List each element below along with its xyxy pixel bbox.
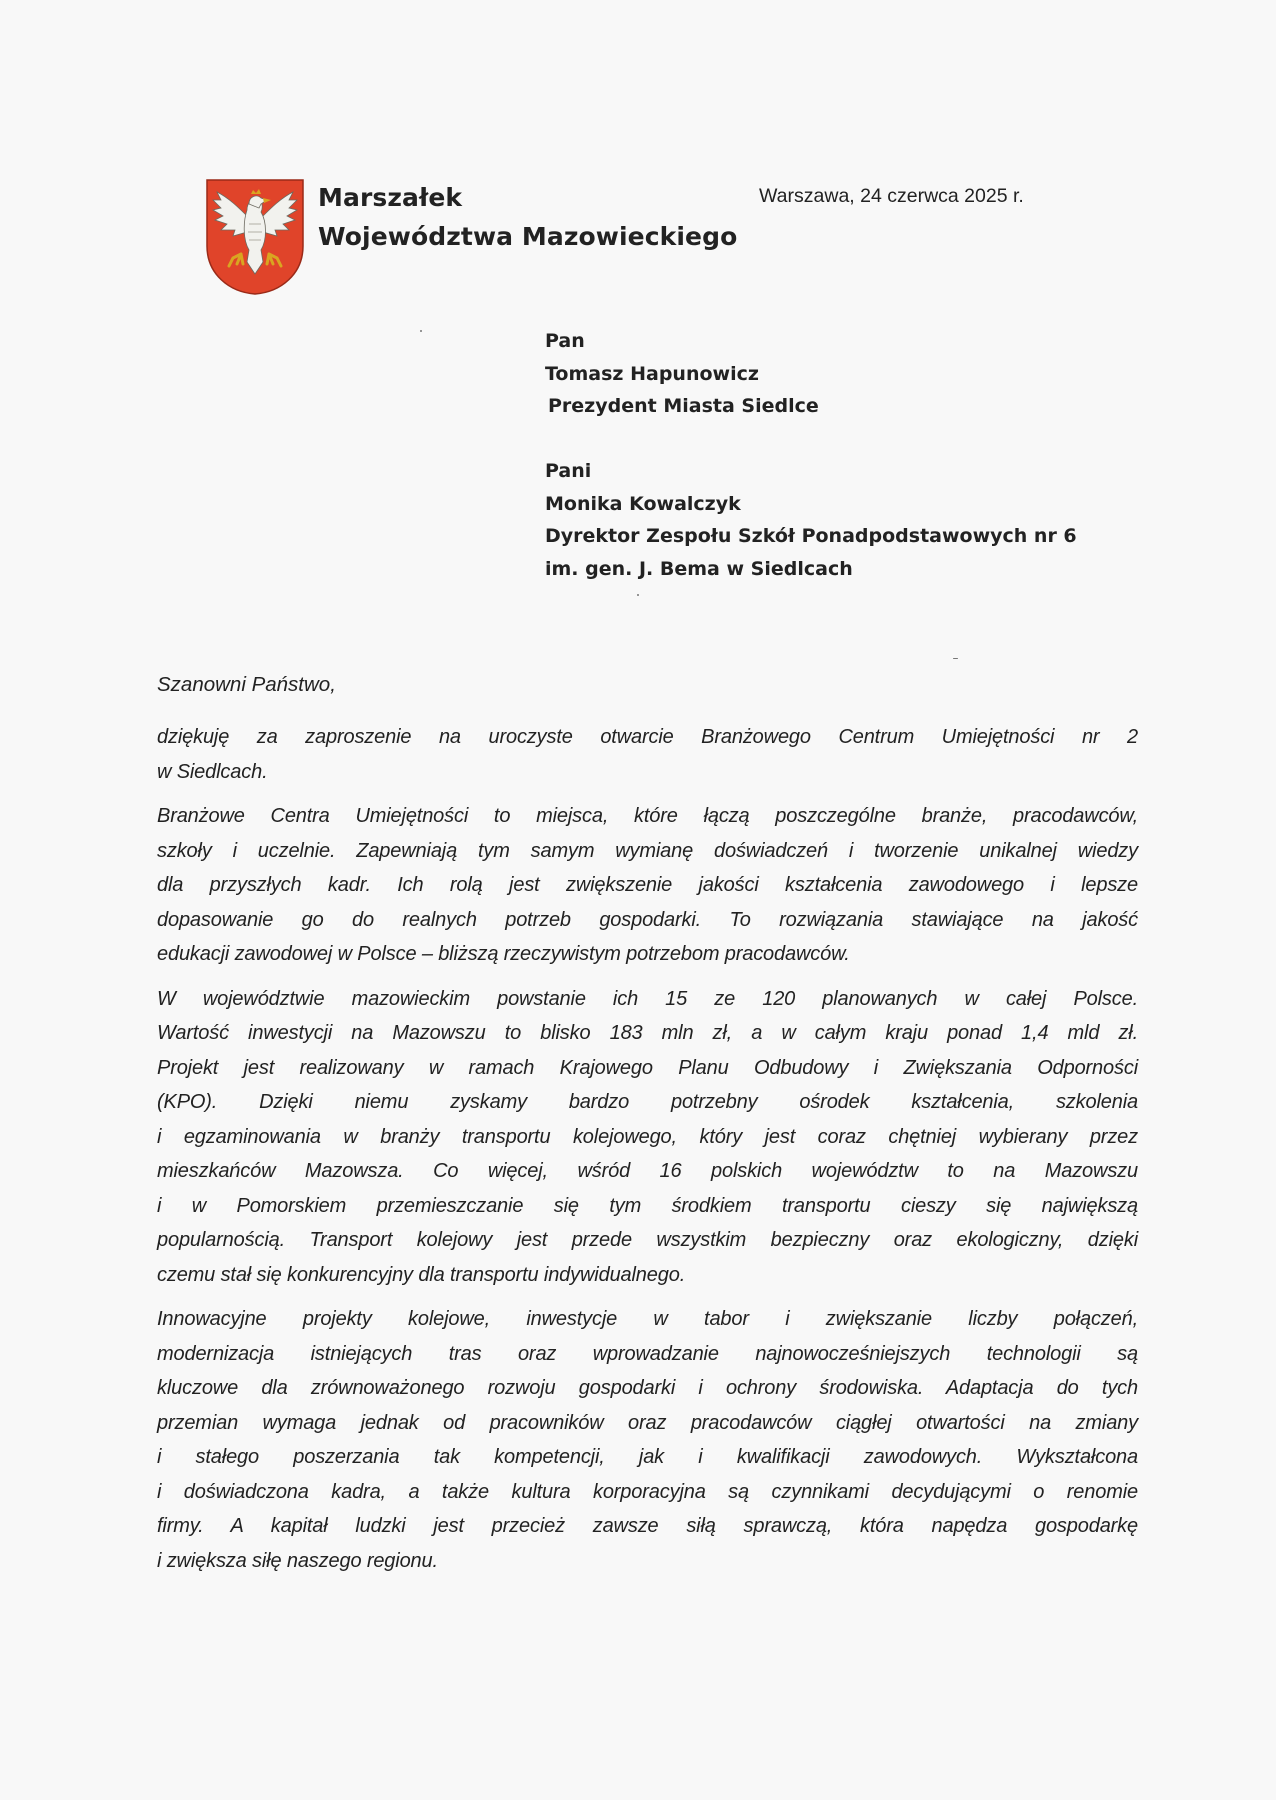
- text-line: edukacji zawodowej w Polsce – bliższą rzeczywistym potrzebom pracodawców.: [157, 943, 850, 965]
- recipient-block-2: [545, 455, 1077, 585]
- letter-body: [157, 720, 1138, 1588]
- paragraph: [157, 799, 1138, 972]
- mazovia-coat-of-arms-icon: [205, 178, 305, 296]
- text-line: (KPO). Dzięki niemu zyskamy bardzo potrzebny ośrodek kształcenia, szkolenia: [157, 1091, 1138, 1113]
- text-line: mieszkańców Mazowsza. Co więcej, wśród 16 polskich województw to na Mazowszu: [157, 1160, 1138, 1182]
- text-line: kluczowe dla zrównoważonego rozwoju gospodarki i ochrony środowiska. Adaptacja do tych: [157, 1377, 1138, 1399]
- text-line: modernizacja istniejących tras oraz wprowadzanie najnowocześniejszych technologii są: [157, 1342, 1138, 1365]
- letter-date: Warszawa, 24 czerwca 2025 r.: [759, 185, 1024, 207]
- text-line: dla przyszłych kadr. Ich rolą jest zwiększenie jakości kształcenia zawodowego i lepsze: [157, 874, 1138, 896]
- scan-speck: [637, 594, 639, 596]
- text-line: i zwiększa siłę naszego regionu.: [157, 1549, 438, 1572]
- text-line: popularnością. Transport kolejowy jest przede wszystkim bezpieczny oraz ekologiczny, dzięki: [157, 1229, 1138, 1251]
- text-line: dziękuję za zaproszenie na uroczyste otwarcie Branżowego Centrum Umiejętności nr 2: [157, 726, 1138, 748]
- recipient-position: Prezydent Miasta Siedlce: [548, 395, 819, 417]
- text-line: przemian wymaga jednak od pracowników oraz pracodawców ciągłej otwartości na zmiany: [157, 1411, 1138, 1434]
- text-line: czemu stał się konkurencyjny dla transportu indywidualnego.: [157, 1263, 686, 1286]
- text-line: Projekt jest realizowany w ramach Krajowego Planu Odbudowy i Zwiększania Odporności: [157, 1056, 1138, 1079]
- recipient-name: Monika Kowalczyk: [545, 492, 741, 515]
- letterhead-title-line-1: Marszałek: [318, 183, 463, 212]
- salutation: Szanowni Państwo,: [157, 673, 336, 696]
- text-line: i egzaminowania w branży transportu kolejowego, który jest coraz chętniej wybierany przez: [157, 1125, 1138, 1148]
- text-line: i stałego poszerzania tak kompetencji, jak i kwalifikacji zawodowych. Wykształcona: [157, 1446, 1138, 1468]
- recipient-honorific: Pan: [545, 330, 585, 352]
- text-line: Innowacyjne projekty kolejowe, inwestycje w tabor i zwiększanie liczby połączeń,: [157, 1308, 1138, 1330]
- text-line: W województwie mazowieckim powstanie ich 15 ze 120 planowanych w całej Polsce.: [157, 987, 1138, 1010]
- scan-speck: [953, 658, 958, 659]
- recipient-position-line-2: im. gen. J. Bema w Siedlcach: [545, 557, 853, 580]
- recipient-position-line-1: Dyrektor Zespołu Szkół Ponadpodstawowych nr 6: [545, 525, 1077, 547]
- letterhead-title: [318, 178, 737, 256]
- text-line: firmy. A kapitał ludzki jest przecież zawsze siłą sprawczą, która napędza gospodarkę: [157, 1515, 1138, 1537]
- recipient-name: Tomasz Hapunowicz: [545, 362, 759, 385]
- text-line: szkoły i uczelnie. Zapewniają tym samym wymianę doświadczeń i tworzenie unikalnej wiedzy: [157, 839, 1138, 862]
- letterhead-title-line-2: Województwa Mazowieckiego: [318, 222, 738, 251]
- recipient-honorific: Pani: [545, 460, 592, 482]
- text-line: Branżowe Centra Umiejętności to miejsca, które łączą poszczególne branże, pracodawców,: [157, 805, 1138, 827]
- text-line: i w Pomorskiem przemieszczanie się tym środkiem transportu cieszy się największą: [157, 1194, 1138, 1217]
- text-line: w Siedlcach.: [157, 760, 268, 783]
- recipient-block-1: [545, 325, 819, 423]
- paragraph: [157, 720, 1138, 789]
- scan-speck: [420, 330, 422, 332]
- paragraph: [157, 982, 1138, 1293]
- text-line: i doświadczona kadra, a także kultura korporacyjna są czynnikami decydującymi o renomie: [157, 1480, 1138, 1503]
- text-line: Wartość inwestycji na Mazowszu to blisko 183 mln zł, a w całym kraju ponad 1,4 mld zł.: [157, 1022, 1138, 1044]
- paragraph: [157, 1302, 1138, 1578]
- text-line: dopasowanie go do realnych potrzeb gospodarki. To rozwiązania stawiające na jakość: [157, 908, 1138, 931]
